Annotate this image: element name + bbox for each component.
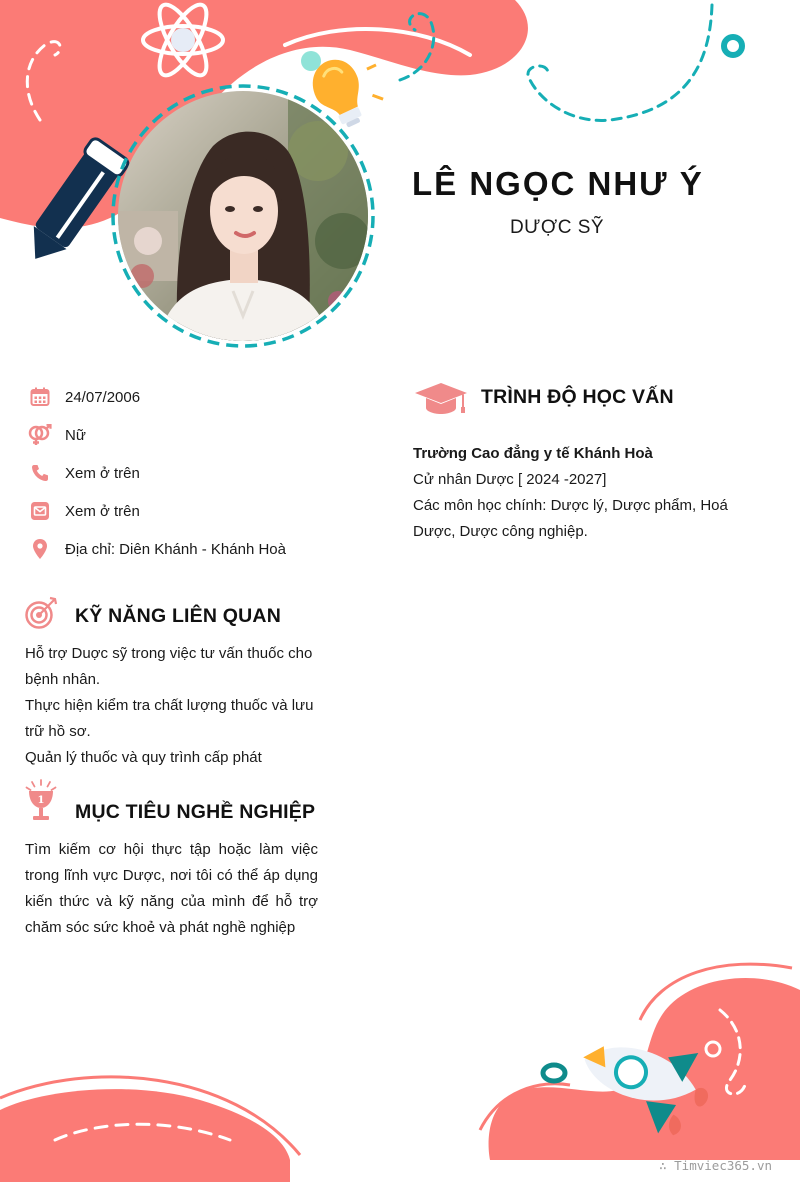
email-icon [28,499,52,523]
contact-gender-row [28,422,86,448]
education-degree: Cử nhân Dược [ 2024 -2027] [413,471,607,488]
education-subjects: Các môn học chính: Dược lý, Dược phẩm, Hoá Dược, Dược công nghiệp. [413,497,728,540]
education-school: Trường Cao đẳng y tế Khánh Hoà [413,445,653,462]
gender-icon [28,423,52,447]
phone-text: Xem ở trên [65,464,140,482]
skills-section-title: KỸ NĂNG LIÊN QUAN [75,605,281,627]
contact-address-row [28,536,286,562]
skills-list [25,641,318,771]
gender-text: Nữ [65,426,86,444]
objective-text: Tìm kiếm cơ hội thực tập hoặc làm việc trong lĩnh vực Dược, nơi tôi có thể áp dụng kiến thức và kỹ năng của mình để hỗ trợ chăm sóc sức khoẻ và phát nghề nghiệp [25,841,318,936]
candidate-name: LÊ NGỌC NHƯ Ý [412,165,704,202]
trophy-icon [24,778,58,824]
skill-item: Thực hiện kiểm tra chất lượng thuốc và lưu trữ hồ sơ. [25,697,314,740]
dob-text: 24/07/2006 [65,388,141,406]
education-section-title: TRÌNH ĐỘ HỌC VẤN [481,386,674,408]
candidate-role: DƯỢC SỸ [509,217,605,238]
bottom-left-blob [0,1089,290,1182]
teal-ring-top [724,37,742,55]
location-pin-icon [28,537,52,561]
svg-text:1: 1 [37,795,45,806]
contact-phone-row [28,460,140,486]
phone-icon [28,461,52,485]
contact-dob-row [28,384,140,410]
education-details [413,441,770,545]
email-text: Xem ở trên [65,502,140,520]
objective-section-title: MỤC TIÊU NGHỀ NGHIỆP [75,801,316,823]
target-icon [24,595,60,631]
calendar-icon [28,385,52,409]
contact-email-row [28,498,140,524]
site-watermark: ∴ Timviec365.vn [659,1158,772,1173]
profile-photo [118,91,368,341]
skill-item: Quản lý thuốc và quy trình cấp phát [25,749,262,766]
address-text: Địa chỉ: Diên Khánh - Khánh Hoà [65,540,286,558]
graduation-cap-icon [413,381,469,415]
skill-item: Hỗ trợ Duợc sỹ trong việc tư vấn thuốc cho bệnh nhân. [25,645,313,688]
